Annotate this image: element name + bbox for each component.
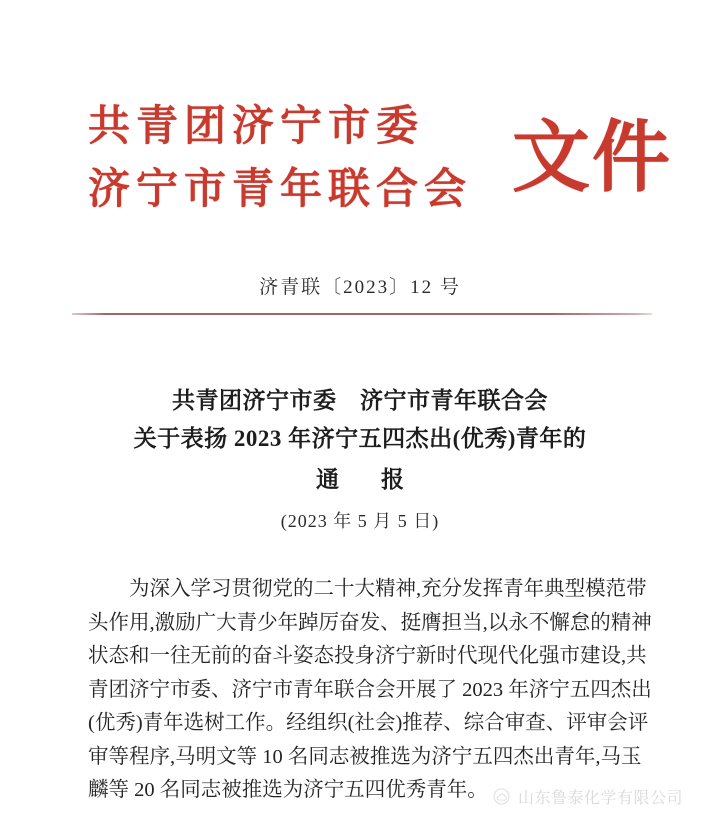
body-line: 状态和一往无前的奋斗姿态投身济宁新时代现代化强市建设,共 [88,645,647,667]
body-line: 审等程序,马明文等 10 名同志被推选为济宁五四杰出青年,马玉 [88,745,642,768]
document-number: 济青联〔2023〕12 号 [259,277,461,298]
watermark [492,785,683,808]
body-line: 麟等 20 名同志被推选为济宁五四优秀青年。 [88,779,488,801]
title-date: (2023 年 5 月 5 日) [280,511,440,531]
body-line: 头作用,激励广大青少年踔厉奋发、挺膺担当,以永不懈怠的精神 [88,611,652,634]
title-line-2: 关于表扬 2023 年济宁五四杰出(优秀)青年的 [133,426,587,451]
body-text [88,573,652,808]
title-block [0,382,720,540]
title-line-1: 共青团济宁市委 济宁市青年联合会 [172,388,548,413]
masthead-line-2: 济宁市青年联合会 [88,167,473,213]
masthead-issuer-lines [88,96,508,222]
body-line: 青团济宁市委、济宁市青年联合会开展了 2023 年济宁五四杰出 [88,678,652,701]
watermark-text: 山东鲁泰化学有限公司 [518,790,684,807]
body-line: 为深入学习贯彻党的二十大精神,充分发挥青年典型模范带 [129,578,647,600]
cloud-circle-logo-icon [492,787,511,806]
masthead-line-1: 共青团济宁市委 [88,104,425,150]
red-separator-rule [72,313,652,315]
document-masthead [0,96,720,226]
masthead-document-label: 文件 [512,114,673,201]
title-line-3: 通报 [316,467,446,492]
body-line: (优秀)青年选树工作。经组织(社会)推荐、综合审查、评审会评 [88,712,649,734]
